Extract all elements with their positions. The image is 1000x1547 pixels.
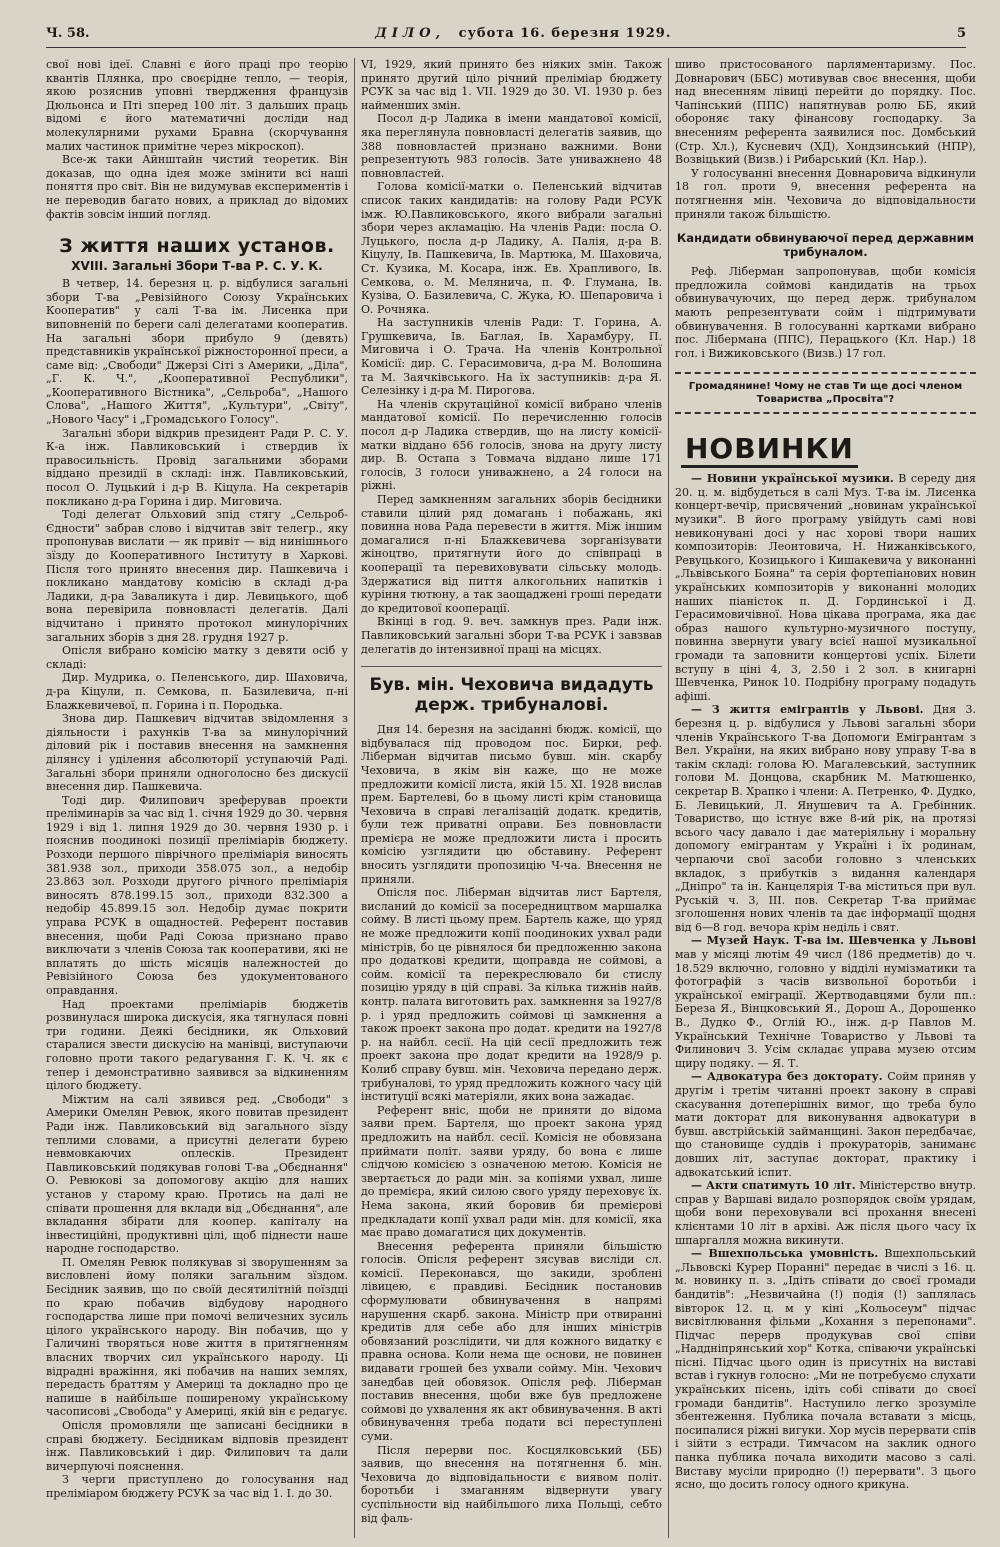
paragraph: На членів скрутаційної комісії вибрано членів мандатової комісії. По перечисленню голосів посол д-р Ладика ствердив, що на листу комісії-матки віддано 656 голосів, знова на другу листу дир. В. Остапа з Товмача віддано лише 171 голосів, 3 голоси униважнено, а 24 голоси на ріжні. — [361, 397, 662, 493]
paragraph: Голова комісії-матки о. Пеленський відчитав список таких кандидатів: на голову Ради РСУК імж. Ю.Павликовського, якого вибрали загальні збори через акламацію. На членів Ради: посла О. Луцького, посла д-р Ладику, А. Палія, д-ра В. Кіцулу, Ів. Пашкевича, Ів. Мартюка, М. Шаховича, Ст. Кузика, М. Косара, інж. Ев. Храпливого, Ів. Семкова, о. М. Мелянича, п. Ф. Глумана, Ів. Кузіва, О. Базилевича, С. Жука, Ю. Шепаровича і О. Рочняка. — [361, 180, 662, 316]
news-body: Вшехпольський „Львовскі Курер Поранні" передає в числі з 16. ц. м. новинку п. з. „Ідіть співати до своєї громади бандитів": „Незвичайна (!) подія (!) заплялась вівторок 12. ц. м у кіні „Кольосеум" підчас висвітлювання фільми „Кохання з перепонами". Підчас перерв продукував свої співи „Наддніпрянський хор" Котка, співаючи українські пісні. Підчас цього один із присутніх на виставі встав і гукнув голосно: „Ми не потребуємо слухати українських пісень, ідіть собі співати до своєї громади бандитів". Наступило легко зрозуміле збентеження. Публика почала вставати з місць, посипалися ріжні вигуки. Хор мусів перервати спів і зійти з естради. Тимчасом на заклик одного панка публика почала виходити масово з салі. Виставу мусіли природно (!) перервати". З цього ясно, що досить голосу одного крикуна. — [675, 1247, 976, 1492]
prosvita-notice — [675, 372, 976, 414]
paragraph: Дня 14. березня на засіданні бюдж. комісії, що відбувалася під проводом пос. Бирки, реф. Ліберман відчитав письмо бувш. мін. скарбу Чеховича, в якім він каже, що не може предложити комісії листа, якій 15. XI. 1928 вислав прем. Бартелеві, бо в цьому листі крім становища Чеховича в справі легалізацій додатк. кредитів, були теж приватні оправи. Без повновласти премієра не може предложити листа і просить комісію узглядити цю обставину. Референт вносить узглядити пропозицію Ч-ча. Внесення не приняли. — [361, 723, 662, 886]
news-body: В середу дня 20. ц. м. відбудеться в салі Муз. Т-ва ім. Лисенка концерт-вечір, присвячений „новинам української музики". В його програму увійдуть самі нові невиконувані досі у нас хорові твори наших композиторів: Леонтовича, Н. Нижанківського, Ревуцького, Козицького і Кишакевича у виконанні „Львівського Бояна" та серія фортепіанових новин українських композиторів у виконанні молодих наших піаністок п. Д. Гординської і Д. Герасимовичівної. Нова цікава програма, яка дає образ нашого культурно-музичного поступу, повинна звернути увагу всієї нашої музикальної громади та заповнити концертові успіх. Білети вступу в ціні 4, 3, 2.50 і 2 зол. в книгарні Шевченка, Ринок 10. Подрібну програму подадуть афіші. — [675, 472, 976, 703]
paper-name: ДІЛО, — [375, 26, 446, 41]
news-title: — Новини української музики. — [691, 472, 894, 486]
page-number: 5 — [956, 26, 966, 41]
paragraph: Дир. Мудрика, о. Пеленського, дир. Шаховича, д-ра Кіцули, п. Семкова, п. Базилевича, п-ні Блажкевичевої, п. Горина і п. Породька. — [46, 671, 348, 712]
paragraph: Опісля промовляли ще записані бесідники в справі бюджету. Бесідникам відповів президент інж. Павликовський і дир. Филипович та дали вичерпуючі пояснення. — [46, 1419, 348, 1473]
column-2 — [354, 58, 662, 1538]
paragraph: Над проектами преліміарів бюджетів розвинулася широка дискусія, яка тягнулася повні три години. Деякі бесідники, як Ольховий старалися звести дискусію на манівці, виступаючи головно проти такого редагування Г. К. Ч. як є тепер і демонстративно заявився за відкиненням цілого бюджету. — [46, 997, 348, 1093]
paragraph: Після перерви пос. Косцялковський (ББ) заявив, що внесення на потягнення б. мін. Чеховича до відповідальности є виявом політ. боротьби і змаганням відвернути увагу суспільности від найбільшого лиха Польщі, себто від фаль- — [361, 1443, 662, 1525]
news-item — [675, 472, 976, 703]
news-item — [675, 1179, 976, 1247]
news-item — [675, 1247, 976, 1492]
paragraph: VI, 1929, який принято без ніяких змін. Також принято другий ціло річний преліміар бюджету РСУК за час від 1. VII. 1929 до 30. VI. 1930 р. без найменших змін. — [361, 58, 662, 112]
news-title: — З життя емігрантів у Львові. — [691, 703, 924, 717]
article-headline: Був. мін. Чеховича видадуть держ. трибуналові. — [361, 666, 662, 715]
paragraph: Реф. Ліберман запропонував, щоби комісія предложила соймові кандидатів на трьох обвинувачуючих, що перед держ. трибуналом мають репрезентувати сойм і підтримувати обвинувачення. В голосуванні картками вибрано пос. Лібермана (ППС), Перацького (Кл. Нар.) 18 гол. і Вижиковського (Визв.) 17 гол. — [675, 265, 976, 360]
news-section-title: НОВИНКИ — [681, 432, 858, 468]
paragraph: В четвер, 14. березня ц. р. відбулися загальні збори Т-ва „Ревізійного Союзу Українських Кооператив" у салі Т-ва ім. Лисенка при виповненій по береги салі делегатами кооператив. На загальні збори прибуло 9 (девять) представників української ріжносторонної преси, а саме від: „Свободи" Джерзі Сіті з Америки, „Діла", „Г. К. Ч.", „Кооперативної Республики", „Кооперативного Вістника", „Сельроба", „Нашого Слова", „Нашого Життя", „Культури", „Світу", „Нового Часу" і „Громадського Голосу". — [46, 277, 348, 427]
news-title: — Акти спатимуть 10 літ. — [691, 1179, 856, 1193]
news-title: — Музей Наук. Т-ва ім. Шевченка у Львові — [691, 934, 976, 948]
news-body: Дня 3. березня ц. р. відбулися у Львові загальні збори членів Українського Т-ва Допомоги Емігрантам з Вел. України, на яких вибрано нову управу Т-ва в такім складі: голова Ю. Магалевський, заступник голови М. Донцова, скарбник М. Матюшенко, секретар В. Храпко і члени: А. Петренко, Ф. Дудко, Б. Левицький, Л. Янушевич та А. Гребінник. Товариство, що істнує вже 8-ий рік, на протязі всього часу давало і дає матеріяльну і моральну допомогу емігрантам у Україні і їх родинам, черпаючи свої засоби головно з членських вкладок, з прибутків з видання календаря „Дніпро" та ін. Канцелярія Т-ва міститься при вул. Руській ч. 3, III. пов. Секретар Т-ва приймає зголошення нових членів та дає інформації щодня від 6—8 год. вечора крім неділь і свят. — [675, 703, 976, 934]
news-body: Сойм приняв у другім і третім читанні проект закону в справі скасування дотеперішніх вимог, що треба було мати докторат для виконування адвокатури в бувш. австрійській займанщині. Закон передбачає, що становище суддів і прокураторів, заниманє довших літ, заступає докторат, практику і адвокатський іспит. — [675, 1070, 976, 1179]
news-body: Міністерство внутр. справ у Варшаві видало розпорядок своїм урядам, щоби вони переховували всі прохання внесені клієнтами 10 літ в архіві. Аж після цього часу їх шпаргалля можна викинути. — [675, 1179, 976, 1247]
news-title: — Адвокатура без докторату. — [691, 1070, 883, 1084]
section-title: З життя наших установ. — [59, 235, 335, 258]
notice-text: Громадянине! Чому не став Ти ще досі членом Товариства „Просвіта"? — [688, 381, 963, 406]
news-body: мав у місяці лютім 49 числ (186 предметів) до ч. 18.529 включно, головно у відділі нумізматики та фотографій з часів визвольної боротьби і української еміграції. Жертводавцями були пп.: Береза Я., Вінцковський Я., Дорош А., Дорошенко В., Дудко Ф., Оглій Ю., інж. д-р Павлов М. Український Технічне Товариство у Львові та Филинович З. Усім складає управа музею отсим щиру подяку. — — [675, 948, 976, 1070]
paragraph: Посол д-р Ладика в імени мандатової комісії, яка переглянула повновласті делегатів заявив, що 388 повновластей признано важними. Вони репрезентують 983 голосів. Зате униважнено 48 повновластей. — [361, 112, 662, 180]
paragraph: свої нові ідеї. Славні є його праці про теорію квантів Плянка, про своєрідне тепло, — теорія, якою розяснив уповні твердження французів Дюльонса и Пті зперед 100 літ. З дальших праць відомі є його математичні досліди над молекулярними рухами Бравна (скорчування малих частинок примітне через мікроскоп). — [46, 58, 348, 153]
paragraph: шиво пристосованого парляментаризму. Пос. Довнарович (ББС) мотивував своє внесення, щоби над внесенням лівиці перейти до порядку. Пос. Чапінський (ППС) напятнував ролю ББ, який обороняє таку фінансову господарку. За внесенням референта заявилися пос. Домбський (Стр. Хл.), Кусневич (ХД), Хондзинський (НПР), Возвіцький (Визв.) і Рибарський (Кл. Нар.). — [675, 58, 976, 167]
paragraph: Опісля вибрано комісію матку з девяти осіб у складі: — [46, 644, 348, 671]
news-title: — Вшехпольська умовність. — [691, 1247, 879, 1261]
news-item — [675, 703, 976, 934]
paragraph: Внесення референта приняли більшістю голосів. Опісля референт зясував висліди сл. комісії. Переконався, що закиди, зроблені лівицею, є правдиві. Бесідник постановив сформулювати обвинувачення в напрямі нарушення скарб. закона. Міністр при отвиранні кредитів для себе або для інших міністрів обовязаний розслідити, чи для кожного видатку є правна основа. Коли нема ще основи, не повинен видавати грошей без ухвали сойму. Мін. Чехович занедбав цей обовязок. Опісля реф. Ліберман поставив внесення, щоби вже був предложене соймові до ухвалення як акт обвинувачення. В акті обвинувачення треба подати всі переступлені суми. — [361, 1239, 662, 1443]
paragraph: Тоді дир. Филипович зреферував проекти преліминарів за час від 1. січня 1929 до 30. червня 1929 і від 1. липня 1929 до 30. червня 1930 р. і пояснив поодинокі позиції преліміарів бюджету. Розходи першого піврічного преліміарія виносять 381.938 зол., приходи 358.075 зол., а недобір 23.863 зол. Розходи другого річного преліміарія виносять 878.199.15 зол., приходи 832.300 а недобір 45.899.15 зол. Недобір думає покрити управа РСУК в ощадностей. Референт поставив внесення, щоби Раді Союза признано право виключати з членів Союза так кооперативи, які не вплатять до шість місяців належностей до Ревізійного Союза без удокументованого оправдання. — [46, 793, 348, 997]
paragraph: Опісля пос. Ліберман відчитав лист Бартеля, висланий до комісії за посередництвом маршалка сойму. В листі цьому прем. Бартель каже, що уряд не може предложити копії поодиноких ухвал ради міністрів, бо це рівнялося би предложенню закона про додаткові кредити, щоправда не соймові, а сойм. комісії та перекреслювало би стислу позицію уряду в цій справі. За кілька тижнів найв. контр. палата виготовить рах. замкнення за 1927/8 р. і уряд предложить соймові ці замкнення а також проект закона про додат. кредити на 1927/8 р. на найбл. сесії. На цій сесії предложить теж проект закона про додат кредити на 1928/9 р. Колиб справу бувш. мін. Чеховича передано держ. трибуналові, то уряд предложить кожного часу цій інституції всякі матеріяли, яких вона зажадає. — [361, 886, 662, 1104]
news-item — [675, 934, 976, 1070]
paragraph: На заступників членів Ради: Т. Горина, А. Грушкевича, Ів. Баглая, Ів. Харамбуру, П. Миговича і О. Трача. На членів Контрольної Комісії: дир. С. Герасимовича, д-ра М. Волошина та М. Заячківського. На їх заступників: д-ра Я. Селезінку і д-ра М. Пирогова. — [361, 316, 662, 398]
paragraph: П. Омелян Ревюк полякував зі зворушенням за висловлені йому поляки загальним зїздом. Бесідник заявив, що по своїй десятилітній поїздці по краю побачив відбудову народного господарства лише при помочі величезних зусиль цілого українського народу. Він побачив, що у Галичині творяться нове життя в притягненням власних творчих сил українського народу. Ці відрадні вражіння, які побачив на наших землях, передасть браттям у Америці та докладно про це напише в найбільше поширеному українському часописові „Свобода" у Америці, якій він є редагує. — [46, 1255, 348, 1419]
masthead — [46, 26, 966, 48]
paragraph: Перед замкненням загальних зборів бесідники ставили цілий ряд домагань і побажань, які повинна нова Рада перевести в життя. Між іншим домагалися п-ні Блажкевичева зорганізувати жіноцтво, притягнути його до співпраці в кооперації та перевиховувати сільську молодь. Здержатися від пиття алкогольних напитків і куріння тютюну, а так заощаджені гроші передати до кредитової кооперації. — [361, 493, 662, 615]
news-item — [675, 1070, 976, 1179]
paragraph: У голосуванні внесення Довнаровича відкинули 18 гол. проти 9, внесення референта на потягнення мін. Чеховича до відповідальности приняли також більшістю. — [675, 166, 976, 221]
paragraph: Міжтим на салі зявився ред. „Свободи" з Америки Омелян Ревюк, якого повитав президент Ради інж. Павликовський від загального зїзду теплими словами, а присутні делегати бурею невмовкаючих оплесків. Президент Павликовський подякував голові Т-ва „Обєднання" О. Ревюкові за допомогову акцію для наших установ у старому краю. Протись на далі не співати прошення для вклади від „Обєднання", але вкладання збірати для коопер. капіталу на інвестиційні, продуктивні цілі, щоб піднести наше народне господарство. — [46, 1092, 348, 1256]
issue-date: субота 16. березня 1929. — [458, 26, 672, 41]
paragraph: З черги приступлено до голосування над преліміаром бюджету РСУК за час від 1. І. до 30. — [46, 1473, 348, 1500]
article-headline: Кандидати обвинуваючої перед державним трибуналом. — [676, 231, 975, 260]
paragraph: Знова дир. Пашкевич відчитав звідомлення з діяльности і рахунків Т-ва за минулорічний діловий рік і поставив внесення на замкнення ділянсу і уділення абсолюторії уступаючій Раді. Загальні збори приняли одноголосно без дискусії внесення дир. Пашкевича. — [46, 712, 348, 794]
column-1 — [46, 58, 348, 1538]
paragraph: Вкінці в год. 9. веч. замкнув през. Ради інж. Павликовський загальні збори Т-ва РСУК і завзвав делегатів до інтензивної праці на місцях. — [361, 615, 662, 656]
paragraph: Загальні збори відкрив президент Ради Р. С. У. К-а інж. Павликовський і ствердив їх правосильність. Провід загальними зборами віддано президії в складі: інж. Павликовський, посол О. Луцький і д-р В. Кіцула. На секретарів покликано д-ра Горина і дир. Миговича. — [46, 426, 348, 508]
columns — [46, 58, 976, 1538]
issue-number: Ч. 58. — [46, 26, 90, 41]
paragraph: Референт вніс, щоби не приняти до відома заяви прем. Бартеля, що проект закона уряд предложить на найбл. сесії. Комісія не обовязана приймати політ. заяви уряду, бо вона є лише слідчою комісією з означеною метою. Комісія не звертається до ради мін. за копіями ухвал, лише до премієра, який силою свого уряду переховує їх. Нема закона, який боровив би премієрові предкладати копії ухвал ради мін. для комісії, яка має право домагатися цих документів. — [361, 1103, 662, 1240]
paragraph: Тоді делегат Ольховий зпід стягу „Сельроб-Єдности" забрав слово і відчитав звіт телегр., яку пропонував вислати — як привіт — від нинішнього зїзду до Кооперативного Інституту в Харкові. Після того принято внесення дир. Пашкевича і покликано мандатову комісію в складі д-ра Ладики, д-ра Заваликута і дир. Левицького, щоб вона перевірила повновласті делегатів. Далі відчитано і принято протокол минулорічних загальних зборів з дня 28. грудня 1927 р. — [46, 508, 348, 644]
section-subtitle: XVIII. Загальні Збори Т-ва Р. С. У. К. — [71, 259, 323, 274]
masthead-center — [375, 26, 671, 41]
column-3 — [668, 58, 976, 1538]
news-signature: Я. Т. — [772, 1056, 799, 1070]
paragraph: Все-ж таки Айнштайн чистий теоретик. Він доказав, що одна ідея може змінити всі наші поняття про світ. Він не видумував експериментів і не переводив багато нових, а приклад до відомих фактів зовсім інший погляд. — [46, 153, 348, 221]
